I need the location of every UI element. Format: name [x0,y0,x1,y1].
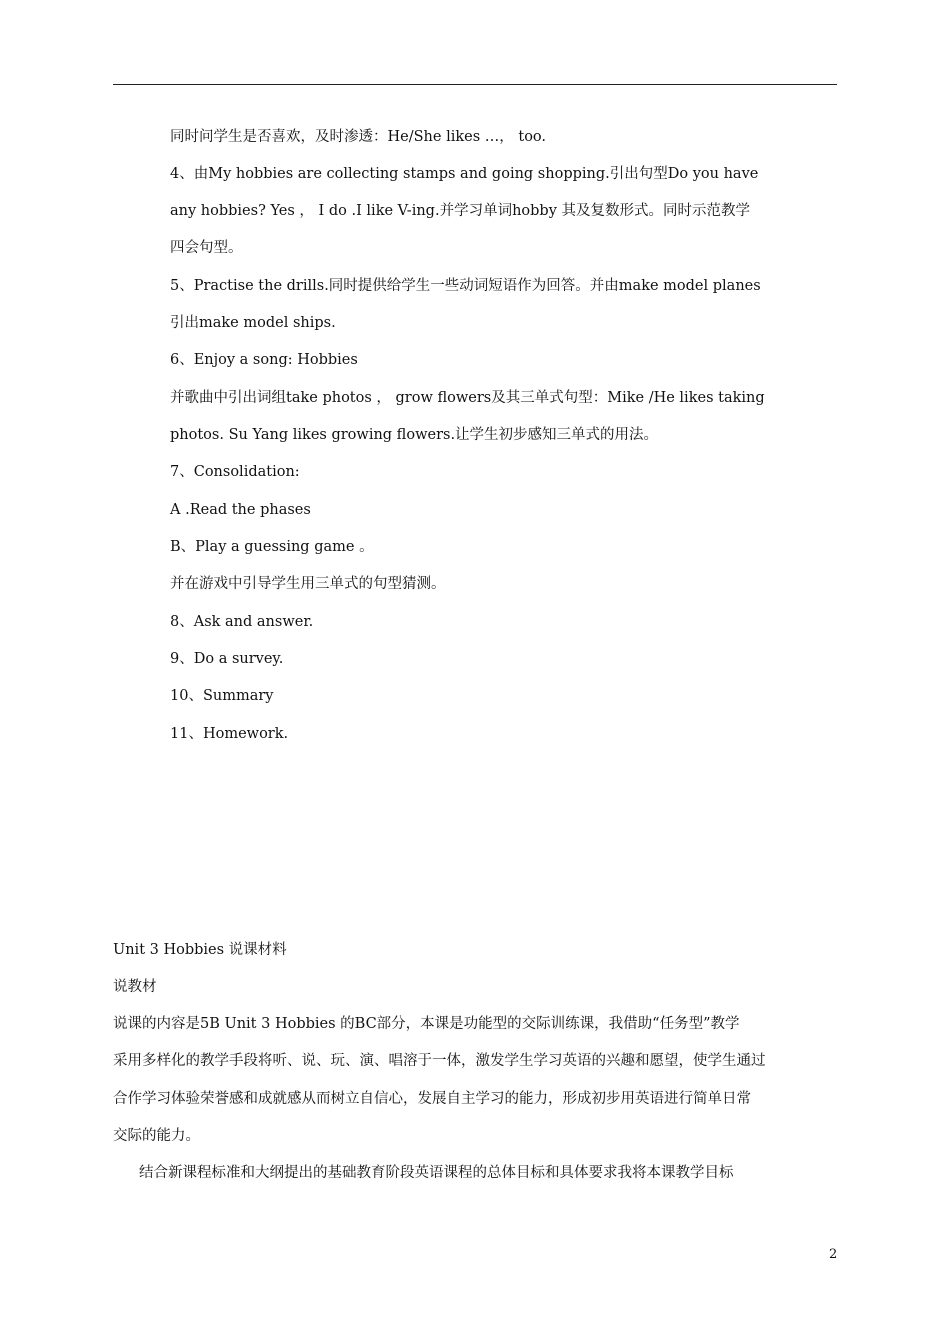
header-rule [113,84,837,85]
page-number: 2 [829,1247,838,1262]
text-line: any hobbies? Yes ， I do .I like V-ing.并学习单词hobby 其及复数形式。同时示范教学 [170,203,751,219]
text-line: B、Play a guessing game 。 [170,539,374,555]
text-line: 并歌曲中引出词组take photos ， grow flowers及其三单式句型：Mike /He likes taking [170,390,765,406]
text-line: 6、Enjoy a song: Hobbies [170,352,358,368]
text-line: 四会句型。 [170,240,243,256]
text-line: 11、Homework. [170,726,289,742]
section-title: Unit 3 Hobbies 说课材料 [113,942,287,958]
text-line: 4、由My hobbies are collecting stamps and going shopping.引出句型Do you have [170,166,759,182]
text-line: 10、Summary [170,688,274,704]
text-line: 5、Practise the drills.同时提供给学生一些动词短语作为回答。并由make model planes [170,278,761,294]
paragraph-line: 说课的内容是5B Unit 3 Hobbies 的BC部分，本课是功能型的交际训练课，我借助“任务型”教学 [113,1016,740,1032]
paragraph-line: 合作学习体验荣誉感和成就感从而树立自信心，发展自主学习的能力，形成初步用英语进行简单日常 [113,1091,751,1107]
paragraph-line: 采用多样化的教学手段将听、说、玩、演、唱溶于一体，激发学生学习英语的兴趣和愿望，使学生通过 [113,1053,766,1069]
text-line: 9、Do a survey. [170,651,284,667]
text-line: A .Read the phases [170,502,311,518]
text-line: 同时问学生是否喜欢，及时渗透：He/She likes …， too. [170,129,547,145]
text-line: 7、Consolidation: [170,464,300,480]
paragraph-line: 交际的能力。 [113,1128,200,1144]
text-line: 并在游戏中引导学生用三单式的句型猜测。 [170,576,446,592]
text-line: photos. Su Yang likes growing flowers.让学生初步感知三单式的用法。 [170,427,659,443]
section-subtitle: 说教材 [113,979,157,995]
text-line: 8、Ask and answer. [170,614,314,630]
paragraph-line: 结合新课程标准和大纲提出的基础教育阶段英语课程的总体目标和具体要求我将本课教学目标 [139,1165,734,1181]
text-line: 引出make model ships. [170,315,336,331]
